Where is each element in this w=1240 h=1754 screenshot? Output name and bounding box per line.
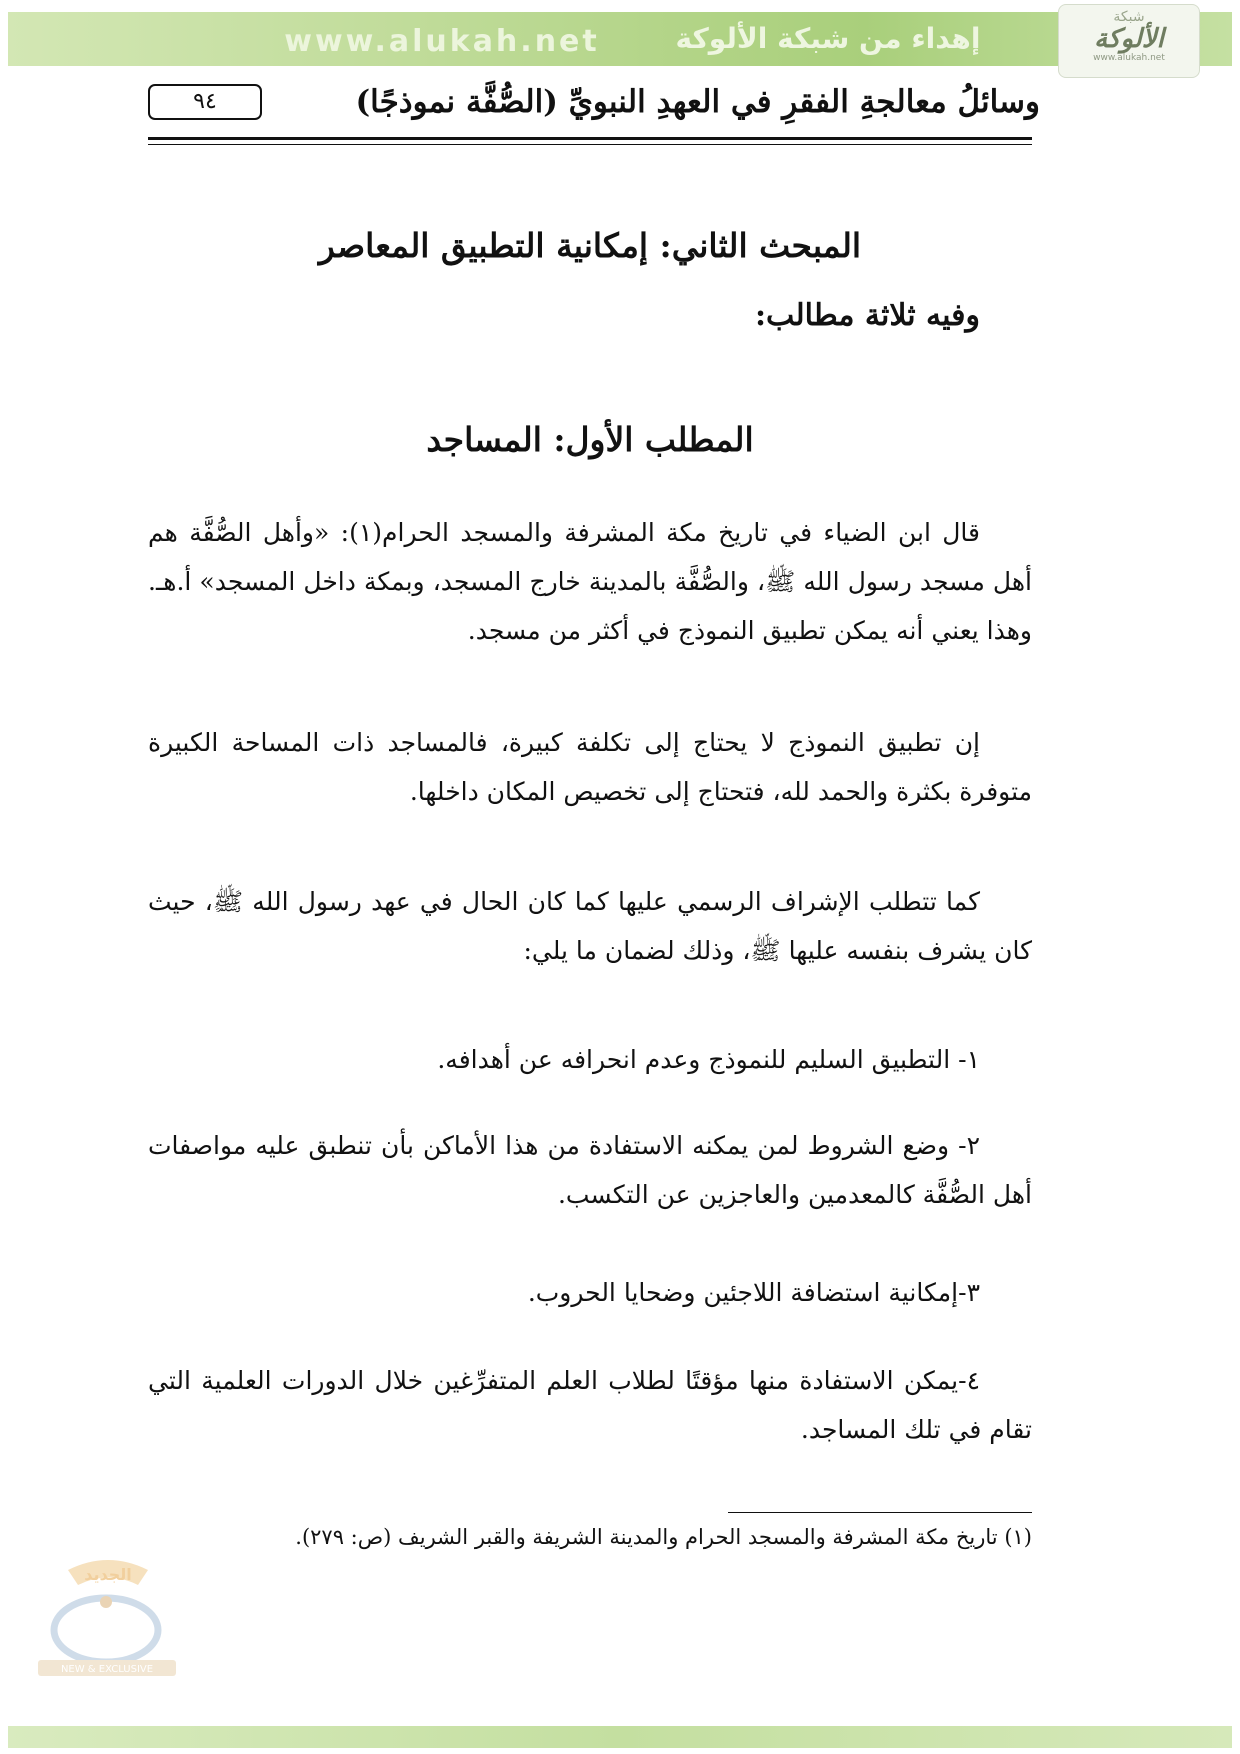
list-item-4: ٤-يمكن الاستفادة منها مؤقتًا لطلاب العلم المتفرِّغين خلال الدورات العلمية التي تقام في تلك المساجد. bbox=[148, 1366, 1032, 1444]
logo-url-text: www.alukah.net bbox=[1093, 53, 1165, 63]
footnote-rule bbox=[728, 1512, 1032, 1513]
paragraph-1: قال ابن الضياء في تاريخ مكة المشرفة والمسجد الحرام(١): «وأهل الصُّفَّة هم أهل مسجد رسول الله ﷺ، والصُّفَّة بالمدينة خارج المسجد، وبمكة داخل المسجد» أ.هـ. وهذا يعني أنه يمكن تطبيق النموذج في أكثر من مسجد. bbox=[148, 518, 1032, 645]
banner-gift-text: إهداء من شبكة الألوكة bbox=[675, 22, 981, 55]
footnote: (١) تاريخ مكة المشرفة والمسجد الحرام والمدينة الشريفة والقبر الشريف (ص: ٢٧٩). bbox=[295, 1525, 1032, 1549]
banner-url[interactable]: www.alukah.net bbox=[284, 24, 600, 59]
list-item-3: ٣-إمكانية استضافة اللاجئين وضحايا الحروب. bbox=[527, 1278, 980, 1307]
paragraph-2: إن تطبيق النموذج لا يحتاج إلى تكلفة كبيرة، فالمساجد ذات المساحة الكبيرة متوفرة بكثرة والحمد لله، فتحتاج إلى تخصيص المكان داخلها. bbox=[148, 728, 1032, 806]
badge-bottom-text: NEW & EXCLUSIVE bbox=[60, 1664, 154, 1675]
running-title: وسائلُ معالجةِ الفقرِ في العهدِ النبويِّ (الصُّفَّة نموذجًا) bbox=[355, 84, 1040, 120]
list-item-2: ٢- وضع الشروط لمن يمكنه الاستفادة من هذا الأماكن بأن تنطبق عليه مواصفات أهل الصُّفَّة كالمعدمين والعاجزين عن التكسب. bbox=[148, 1131, 1032, 1209]
header-rule bbox=[148, 137, 1032, 145]
page-number: ٩٤ bbox=[148, 84, 262, 120]
logo-small-text: شبكة bbox=[1113, 9, 1145, 25]
intro-line: وفيه ثلاثة مطالب: bbox=[754, 298, 980, 333]
badge-top-text: الجديد bbox=[84, 1565, 132, 1584]
section-title: المبحث الثاني: إمكانية التطبيق المعاصر bbox=[318, 226, 862, 265]
alukah-logo[interactable] bbox=[1058, 4, 1200, 78]
logo-main-text: الألوكة bbox=[1094, 24, 1164, 54]
paragraph-3: كما تتطلب الإشراف الرسمي عليها كما كان الحال في عهد رسول الله ﷺ، حيث كان يشرف بنفسه عليها ﷺ، وذلك لضمان ما يلي: bbox=[148, 887, 1032, 965]
list-item-1: ١- التطبيق السليم للنموذج وعدم انحرافه عن أهدافه. bbox=[437, 1045, 980, 1074]
bottom-band bbox=[8, 1726, 1232, 1748]
new-exclusive-badge bbox=[28, 1540, 186, 1680]
top-banner bbox=[8, 12, 1232, 66]
badge-dot-icon bbox=[100, 1596, 112, 1608]
subsection-title: المطلب الأول: المساجد bbox=[426, 420, 754, 459]
